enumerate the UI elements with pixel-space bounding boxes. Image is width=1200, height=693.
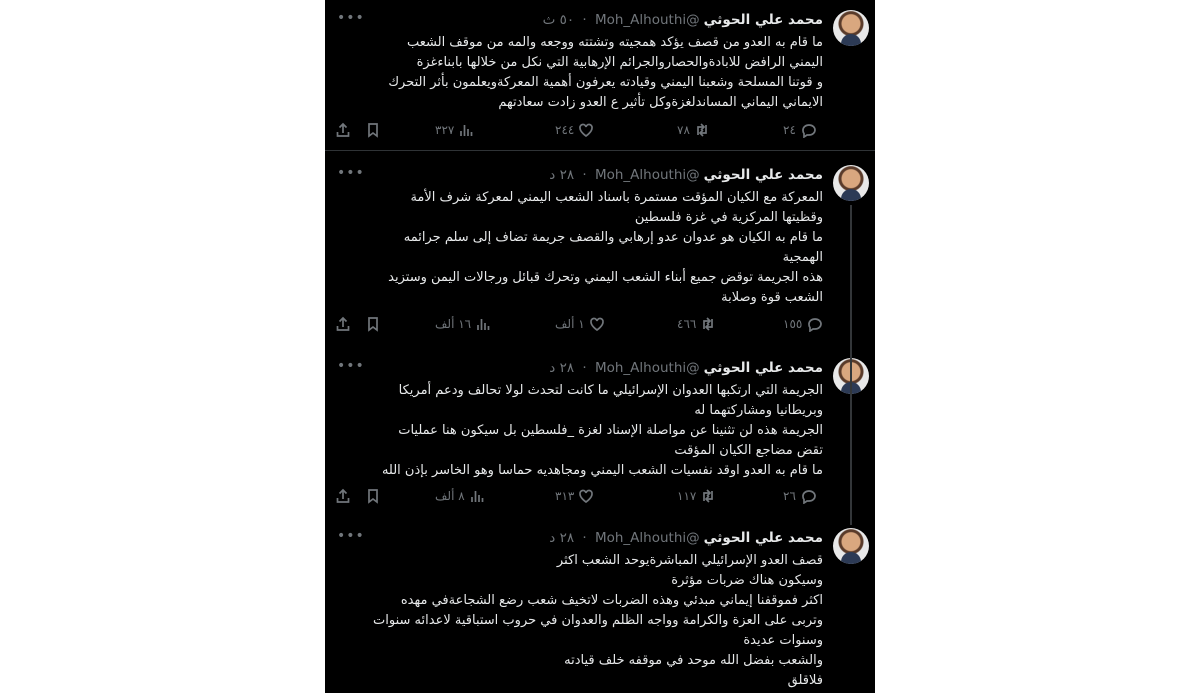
- tweet-actions: [325, 488, 875, 506]
- share-icon: [335, 488, 351, 504]
- like-button[interactable]: [555, 488, 594, 504]
- bookmark-icon: [365, 488, 381, 504]
- more-options-icon[interactable]: •••: [337, 528, 365, 544]
- author-handle[interactable]: @Moh_Alhouthi: [594, 12, 700, 28]
- tweet-actions: [325, 122, 875, 140]
- tweet-header: محمد علي الحوثي@Moh_Alhouthi · ٢٨ د: [549, 360, 823, 376]
- tweet-line: وسيكون هناك ضربات مؤثرة: [671, 573, 823, 588]
- tweet-line: والشعب بفضل الله موحد في موقفه خلف قيادته: [564, 653, 823, 668]
- tweet-line: الايماني اليماني المساندلغزةوكل تأثير ع العدو زادت سعادتهم: [498, 95, 823, 110]
- avatar[interactable]: [833, 528, 869, 564]
- views-icon: [469, 488, 485, 504]
- tweet-line: فلاقلق: [787, 673, 823, 688]
- reply-count: ١٥٥: [783, 317, 803, 331]
- heart-icon: [589, 316, 605, 332]
- tweet-line: قصف العدو الإسرائيلي المباشرةيوحد الشعب اكثر: [556, 553, 823, 568]
- retweet-count: ٧٨: [677, 123, 690, 137]
- author-handle[interactable]: @Moh_Alhouthi: [594, 530, 700, 546]
- tweet-time[interactable]: ٢٨ د: [549, 360, 575, 376]
- tweet-header: محمد علي الحوثي@Moh_Alhouthi · ٢٨ د: [549, 530, 823, 546]
- author-handle[interactable]: @Moh_Alhouthi: [594, 167, 700, 183]
- more-options-icon[interactable]: •••: [337, 165, 365, 181]
- views-button[interactable]: [435, 122, 474, 138]
- avatar[interactable]: [833, 165, 869, 201]
- tweet-line: ما قام به العدو اوقد نفسيات الشعب اليمني ومجاهديه حماسا وهو الخاسر بإذن الله: [381, 463, 823, 478]
- tweet-line: اكثر فموقفنا إيماني مبدئي وهذه الضربات لاتخيف شعب رضع الشجاعةفي مهده: [400, 593, 823, 608]
- thread-connector: [850, 205, 852, 525]
- tweet-line: الهمجية: [782, 250, 823, 265]
- views-count: ٣٢٧: [435, 123, 455, 137]
- bookmark-button[interactable]: [365, 488, 381, 504]
- like-count: ٢٤٤: [555, 123, 575, 137]
- author-name[interactable]: محمد علي الحوثي: [703, 360, 823, 376]
- reply-icon: [800, 122, 816, 138]
- retweet-button[interactable]: [677, 488, 716, 504]
- tweet-time[interactable]: ٢٨ د: [549, 530, 575, 546]
- views-count: ١٦ ألف: [435, 317, 472, 331]
- reply-count: ٢٦: [783, 489, 796, 503]
- bookmark-icon: [365, 316, 381, 332]
- like-count: ١ ألف: [555, 317, 585, 331]
- more-options-icon[interactable]: •••: [337, 358, 365, 374]
- tweet-text: [373, 551, 823, 691]
- tweet-line: وقظيتها المركزية في غزة فلسطين: [634, 210, 823, 225]
- share-button[interactable]: [335, 122, 351, 138]
- tweet-text: [388, 188, 823, 308]
- tweet-time[interactable]: ٥٠ ث: [542, 12, 575, 28]
- tweet-line: وبريطانيا ومشاركتهما له: [694, 403, 823, 418]
- author-name[interactable]: محمد علي الحوثي: [703, 167, 823, 183]
- tweet-text: [382, 381, 823, 481]
- reply-icon: [800, 488, 816, 504]
- tweet-thread: [325, 0, 875, 693]
- like-button[interactable]: [555, 316, 605, 332]
- tweet-line: هذه الجريمة توقض جميع أبناء الشعب اليمني وتحرك قبائل ورجالات اليمن وستزيد: [388, 270, 823, 285]
- views-button[interactable]: [435, 488, 485, 504]
- author-handle[interactable]: @Moh_Alhouthi: [594, 360, 700, 376]
- tweet-line: ما قام به العدو من قصف يؤكد همجيته وتشتته ووجعه والمه من موقف الشعب: [406, 35, 823, 50]
- avatar[interactable]: [833, 10, 869, 46]
- retweet-count: ٤٦٦: [677, 317, 697, 331]
- tweet-header: محمد علي الحوثي@Moh_Alhouthi · ٢٨ د: [549, 167, 823, 183]
- tweet-time[interactable]: ٢٨ د: [549, 167, 575, 183]
- reply-count: ٢٤: [783, 123, 796, 137]
- tweet-line: وسنوات عديدة: [743, 633, 823, 648]
- tweet-line: الجريمة هذه لن تثنينا عن مواصلة الإسناد لغزة _فلسطين بل سيكون هنا عمليات: [398, 423, 823, 438]
- tweet-actions: [325, 316, 875, 334]
- like-count: ٣١٣: [555, 489, 575, 503]
- heart-icon: [578, 122, 594, 138]
- share-icon: [335, 122, 351, 138]
- reply-icon: [806, 316, 822, 332]
- divider: [325, 150, 875, 151]
- reply-button[interactable]: [783, 122, 816, 138]
- retweet-icon: [694, 122, 710, 138]
- tweet-line: المعركة مع الكيان المؤقت مستمرة باسناد الشعب اليمني لمعركة شرف الأمة: [410, 190, 823, 205]
- tweet-line: تقض مضاجع الكيان المؤقت: [674, 443, 823, 458]
- share-button[interactable]: [335, 316, 351, 332]
- tweet-line: ما قام به الكيان هو عدوان عدو إرهابي والقصف جريمة تضاف إلى سلم جرائمه: [403, 230, 823, 245]
- views-button[interactable]: [435, 316, 491, 332]
- reply-button[interactable]: [783, 488, 816, 504]
- reply-button[interactable]: [783, 316, 822, 332]
- tweet-line: الشعب قوة وصلابة: [721, 290, 823, 305]
- more-options-icon[interactable]: •••: [337, 10, 365, 26]
- retweet-button[interactable]: [677, 122, 710, 138]
- tweet-line: الجريمة التي ارتكبها العدوان الإسرائيلي ما كانت لتحدث لولا تحالف ودعم أمريكا: [398, 383, 823, 398]
- retweet-icon: [700, 488, 716, 504]
- tweet-header: محمد علي الحوثي@Moh_Alhouthi · ٥٠ ث: [542, 12, 823, 28]
- share-button[interactable]: [335, 488, 351, 504]
- bookmark-button[interactable]: [365, 122, 381, 138]
- tweet-line: وتربى على العزة والكرامة وواجه الظلم والعدوان في حروب استباقية لاعدائه سنوات: [373, 613, 823, 628]
- tweet-line: و قوتنا المسلحة وشعبنا اليمني وقيادته يعرفون أهمية المعركةويعلمون بأثر التحرك: [388, 75, 823, 90]
- tweet-text: [388, 33, 823, 113]
- share-icon: [335, 316, 351, 332]
- author-name[interactable]: محمد علي الحوثي: [703, 12, 823, 28]
- retweet-button[interactable]: [677, 316, 716, 332]
- heart-icon: [578, 488, 594, 504]
- retweet-count: ١١٧: [677, 489, 697, 503]
- bookmark-icon: [365, 122, 381, 138]
- views-icon: [458, 122, 474, 138]
- views-icon: [475, 316, 491, 332]
- bookmark-button[interactable]: [365, 316, 381, 332]
- retweet-icon: [700, 316, 716, 332]
- author-name[interactable]: محمد علي الحوثي: [703, 530, 823, 546]
- like-button[interactable]: [555, 122, 594, 138]
- views-count: ٨ ألف: [435, 489, 465, 503]
- tweet-line: اليمني الرافض للابادةوالحصاروالجرائم الإرهابية التي نكل من خلالها بابناءغزة: [416, 55, 823, 70]
